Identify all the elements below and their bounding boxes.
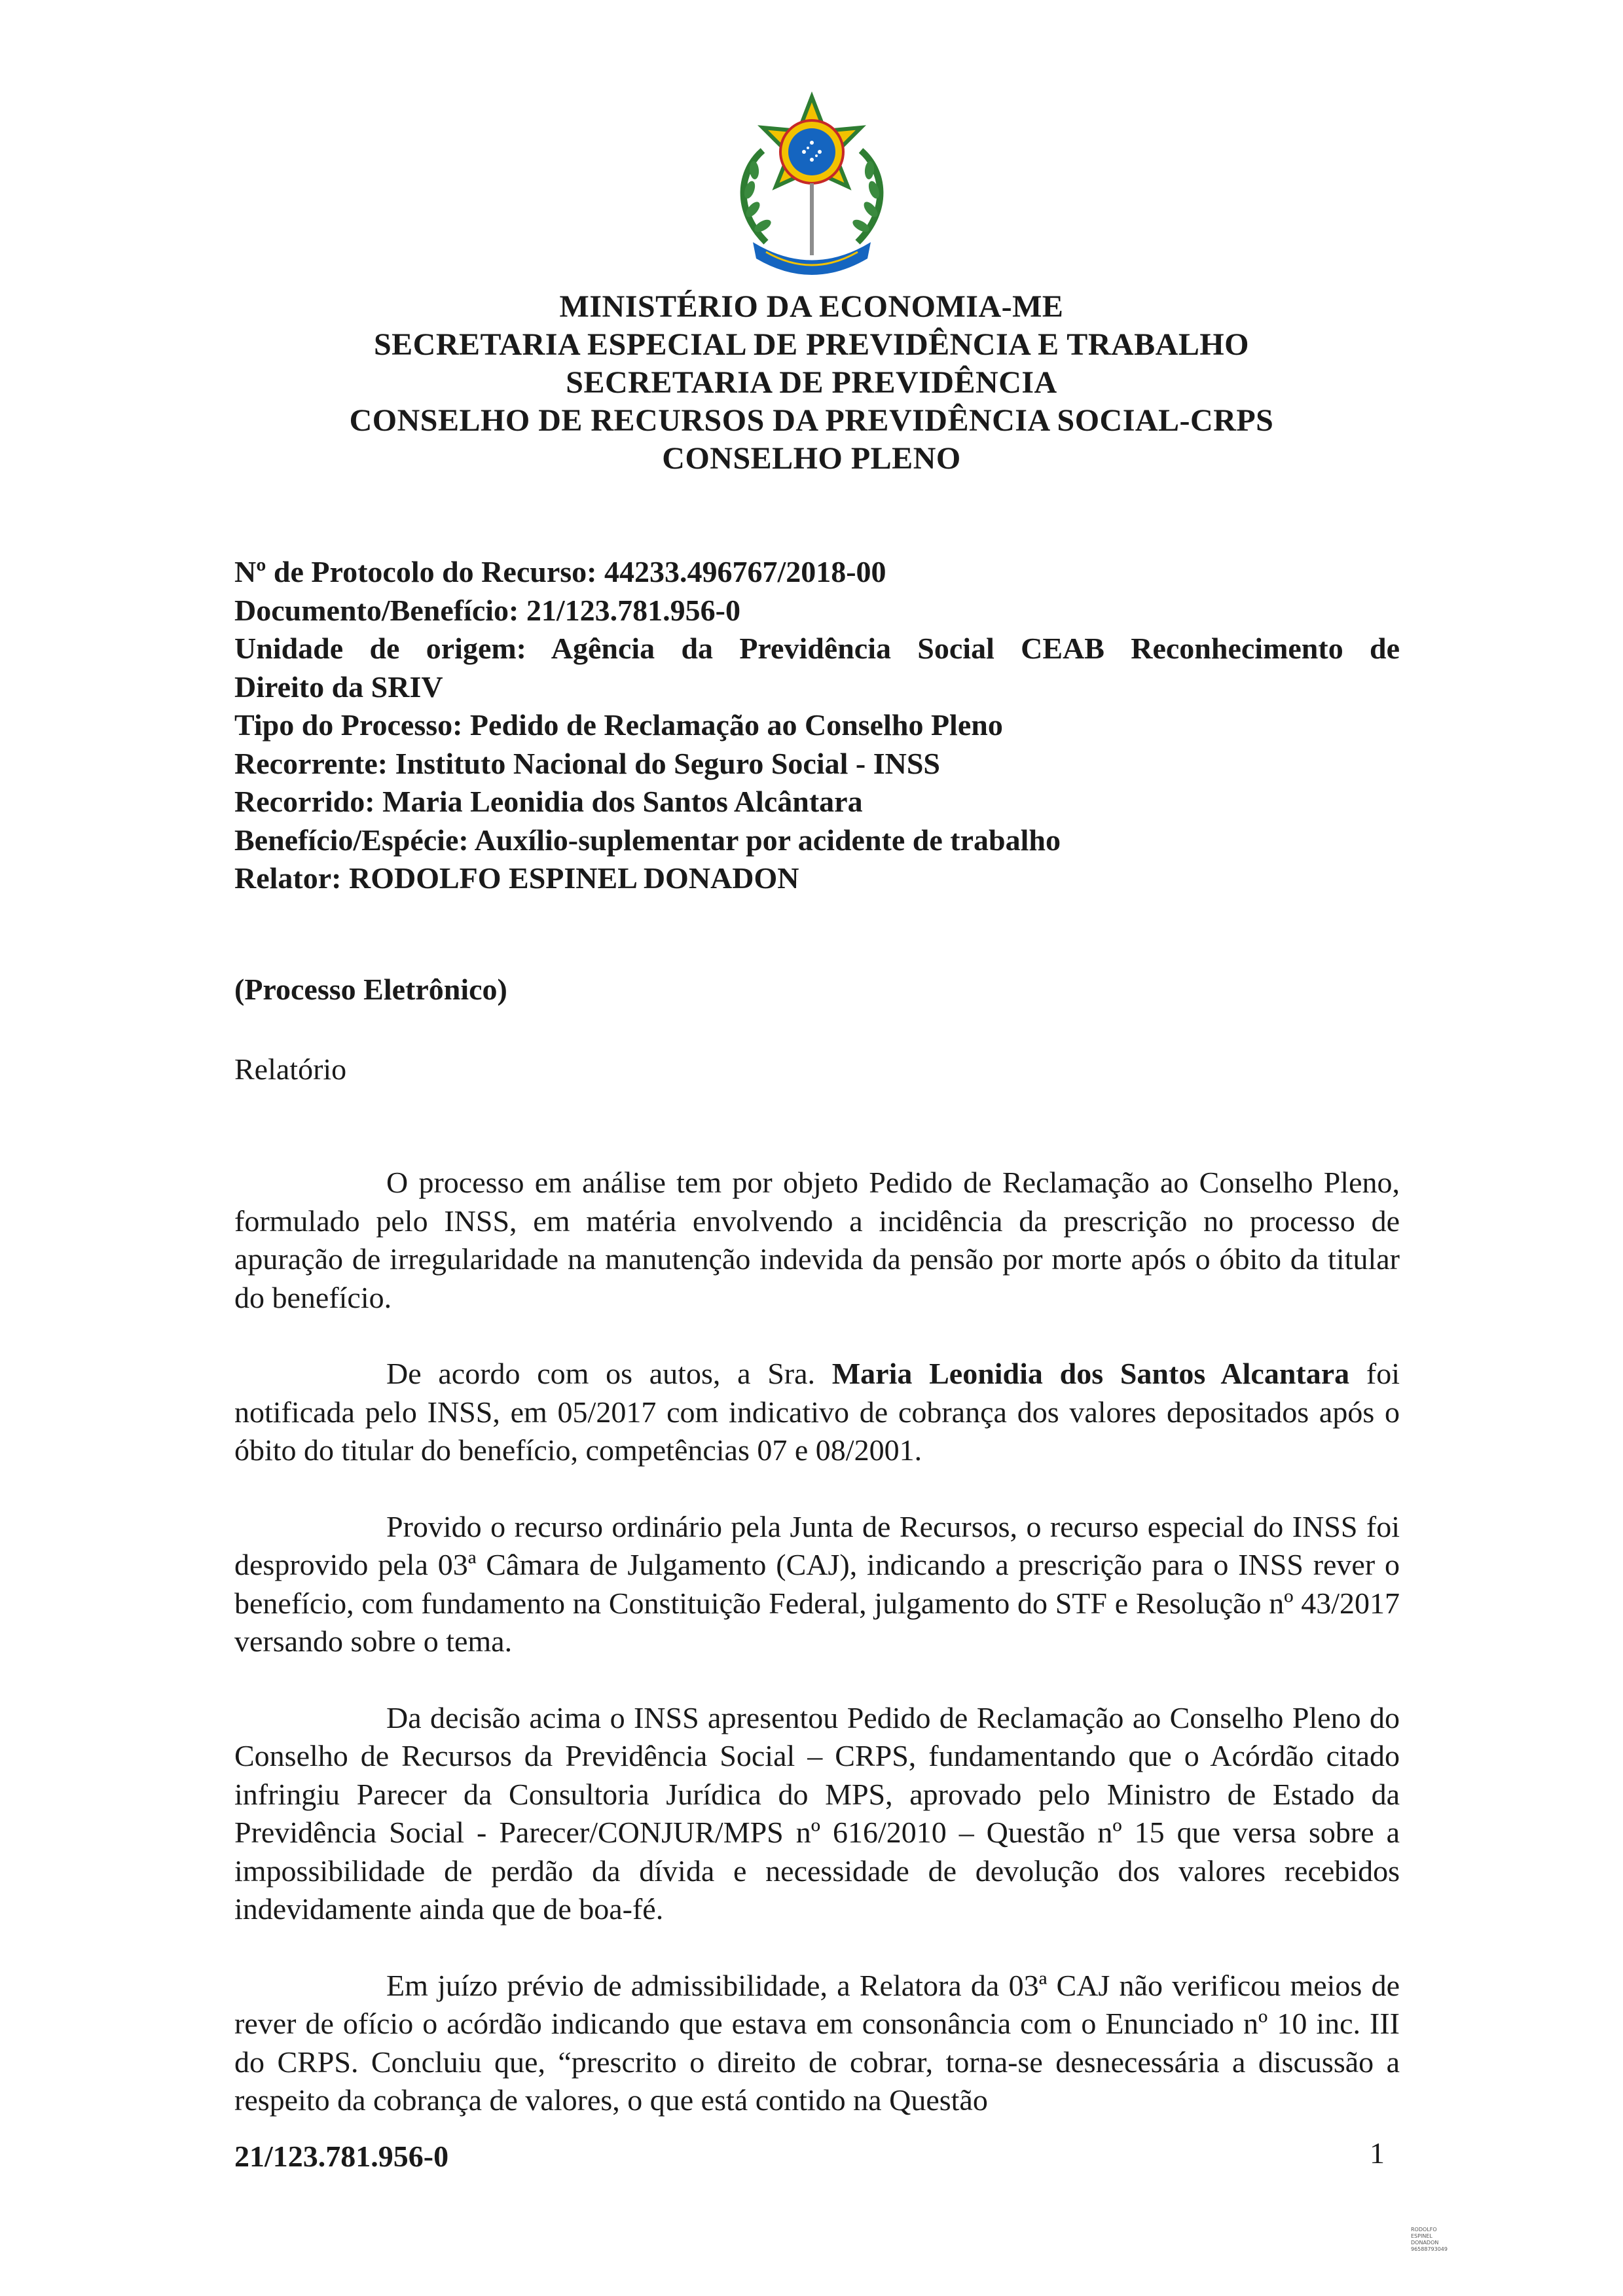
digital-signature-stamp (1411, 2227, 1522, 2253)
paragraph-3: Provido o recurso ordinário pela Junta de Recursos, o recurso especial do INSS foi desprovido pela 03ª Câmara de Julgamento (CAJ), indicando a prescrição para o INSS rever o benefício, com fundamento na Constituição Federal, julgamento do STF e Resolução nº 43/2017 versando sobre o tema. (234, 1509, 1400, 1658)
footer-document-number: 21/123.781.956-0 (234, 2140, 449, 2173)
signature-line-1: RODOLFO (1411, 2227, 1437, 2233)
appellee: Recorrido: Maria Leonidia dos Santos Alcântara (234, 785, 863, 818)
protocol-number: Nº de Protocolo do Recurso: 44233.496767/2018-00 (234, 555, 886, 588)
benefit-type: Benefício/Espécie: Auxílio-suplementar por acidente de trabalho (234, 823, 1061, 857)
appellant: Recorrente: Instituto Nacional do Seguro Social - INSS (234, 746, 941, 780)
paragraph-2 (234, 1355, 1400, 1470)
paragraph-1: O processo em análise tem por objeto Pedido de Reclamação ao Conselho Pleno, formulado pelo INSS, em matéria envolvendo a incidência da prescrição no processo de apuração de irregularidade na manutenção indevida da pensão por morte após o óbito da titular do benefício. (234, 1166, 1400, 1314)
signature-line-3: DONADON (1411, 2240, 1439, 2246)
brazil-coat-of-arms (727, 92, 897, 285)
report-body (234, 1164, 1400, 2158)
signature-line-2: ESPINEL (1411, 2233, 1432, 2239)
secretariat-name: SECRETARIA DE PREVIDÊNCIA (566, 365, 1057, 400)
report-heading: Relatório (234, 1052, 347, 1086)
letterhead (0, 288, 1623, 478)
document-benefit-number: Documento/Benefício: 21/123.781.956-0 (234, 593, 740, 627)
ministry-name: MINISTÉRIO DA ECONOMIA-ME (559, 289, 1064, 324)
special-secretariat-name: SECRETARIA ESPECIAL DE PREVIDÊNCIA E TRABALHO (373, 327, 1250, 362)
council-name: CONSELHO DE RECURSOS DA PREVIDÊNCIA SOCIAL-CRPS (349, 403, 1274, 438)
rapporteur: Relator: RODOLFO ESPINEL DONADON (234, 861, 799, 895)
paragraph-5: Em juízo prévio de admissibilidade, a Relatora da 03ª CAJ não verificou meios de rever de ofício o acórdão indicando que estava em consonância com o Enunciado nº 10 inc. III do CRPS. Concluiu que, “prescrito o direito de cobrar, torna-se desnecessária a discussão a respeito da cobrança de valores, o que está contido na Questão (234, 1968, 1400, 2117)
origin-unit-line1: Unidade de origem: Agência da Previdência Social CEAB Reconhecimento de (234, 632, 1400, 665)
plenary-name: CONSELHO PLENO (662, 441, 961, 476)
paragraph-2-before: De acordo com os autos, a Sra. (386, 1357, 832, 1390)
process-type: Tipo do Processo: Pedido de Reclamação ao Conselho Pleno (234, 708, 1003, 742)
paragraph-4: Da decisão acima o INSS apresentou Pedido de Reclamação ao Conselho Pleno do Conselho de Recursos da Previdência Social – CRPS, fundamentando que o Acórdão citado infringiu Parecer da Consultoria Jurídica do MPS, aprovado pelo Ministro de Estado da Previdência Social - Parecer/CONJUR/MPS nº 616/2010 – Questão nº 15 que versa sobre a impossibilidade de perdão da dívida e necessidade de devolução dos valores recebidos indevidamente ainda que de boa-fé. (234, 1700, 1400, 1926)
paragraph-2-after: foi notificada pelo INSS, em 05/2017 com indicativo de cobrança dos valores depositados após o óbito do titular do benefício, competências 07 e 08/2001. (234, 1357, 1400, 1467)
origin-unit-line2: Direito da SRIV (234, 670, 443, 704)
electronic-process-label: (Processo Eletrônico) (234, 973, 507, 1006)
page-number: 1 (1370, 2136, 1385, 2170)
beneficiary-name: Maria Leonidia dos Santos Alcantara (831, 1357, 1350, 1390)
case-metadata (234, 553, 1400, 898)
signature-line-4: 96588793049 (1411, 2246, 1448, 2252)
